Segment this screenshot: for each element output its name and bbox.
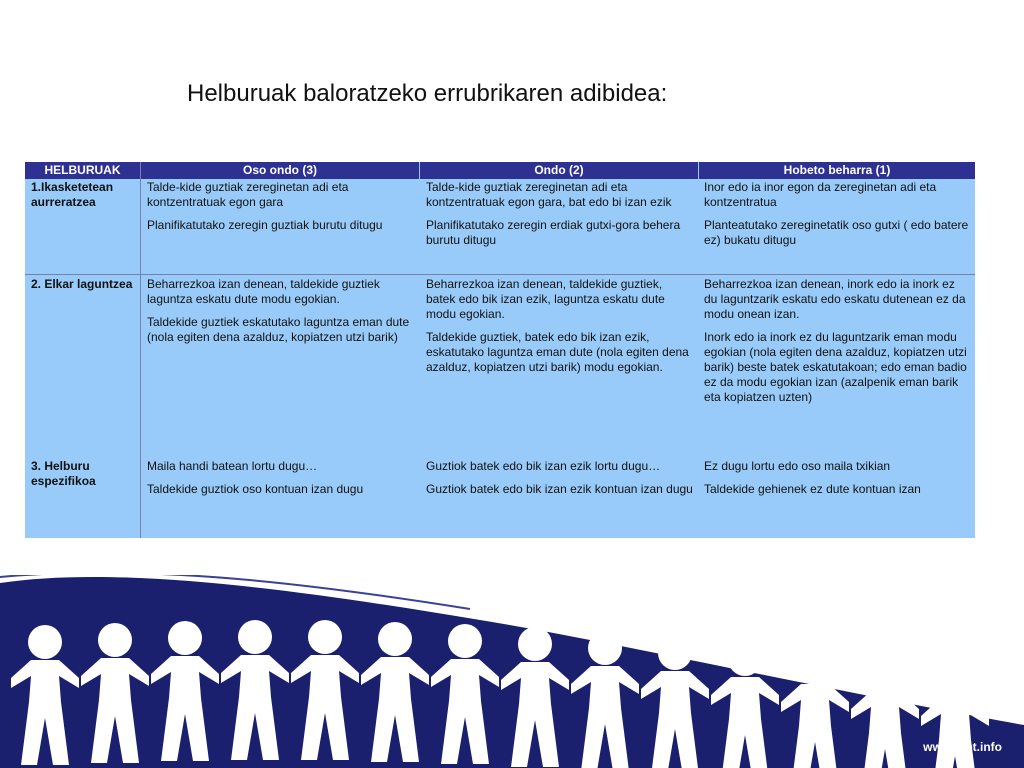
cell-text: Inor edo ia inor egon da zereginetan adi eta kontzentratua [704,180,937,209]
cell-text: Planifikatutako zeregin guztiak burutu ditugu [147,218,383,232]
column-divider [140,162,141,538]
row-label-3: 3. Helburu espezifikoa [31,459,96,488]
cell-text: Taldekide guztiek, batek edo bik izan ezik, eskatutako laguntza eman dute (nola egiten dena azalduz, kopiatzen utzi barik) modu egokian. [426,330,689,374]
cell-text: Taldekide gehienek ez dute kontuan izan [704,482,921,496]
rubric-table [25,162,975,538]
cell-r1-c2 [426,180,694,256]
row-label-1: 1.Ikasketetean aurreratzea [31,180,114,209]
cell-r2-c1 [147,277,415,353]
cell-text: Planteatutako zereginetatik oso gutxi ( edo batere ez) bukatu ditugu [704,218,969,247]
cell-text: Beharrezkoa izan denean, taldekide guztiek, batek edo bik izan ezik, laguntza eskatu dute modu egokian. [426,277,665,321]
cell-r3-c3 [704,459,970,505]
cell-r1-c1 [147,180,415,241]
slide-title: Helburuak baloratzeko errubrikaren adibidea: [187,80,668,107]
header-helburuak: HELBURUAK [25,162,140,179]
header-oso-ondo: Oso ondo (3) [141,162,419,179]
cell-text: Ez dugu lortu edo oso maila txikian [704,459,891,473]
cell-text: Taldekide guztiok oso kontuan izan dugu [147,482,364,496]
cell-text: Inork edo ia inork ez du laguntzarik eman modu egokian (nola egiten dena azalduz, kopiatzen utzi barik) beste batek eskatutakoan; edo eman badio ez da modu egokian izan (azalpenik eman barik eta kopiatzen uzten) [704,330,967,404]
cell-r2-c2 [426,277,694,383]
cell-text: Guztiok batek edo bik izan ezik kontuan izan dugu [426,482,693,496]
cell-text: Taldekide guztiek eskatutako laguntza eman dute (nola egiten dena azalduz, kopiatzen utzi barik) [147,315,410,344]
cell-r3-c2 [426,459,694,505]
cell-text: Guztiok batek edo bik izan ezik lortu dugu… [426,459,661,473]
cell-r2-c3 [704,277,970,413]
cell-text: Beharrezkoa izan denean, inork edo ia inork ez du laguntzarik eskatu edo eskatu dutenean ez da modu onean izan. [704,277,966,321]
header-ondo: Ondo (2) [420,162,698,179]
cell-text: Talde-kide guztiak zereginetan adi eta kontzentratuak egon gara [147,180,349,209]
cell-text: Beharrezkoa izan denean, taldekide guztiek laguntza eskatu dute modu egokian. [147,277,380,306]
cell-text: Talde-kide guztiak zereginetan adi eta kontzentratuak egon gara, bat edo bi izan ezik [426,180,672,209]
cell-text: Planifikatutako zeregin erdiak gutxi-gora behera burutu ditugu [426,218,681,247]
row-label-2: 2. Elkar laguntzea [31,277,133,291]
footer-brand: www.fppt.info [923,740,1002,754]
row-divider [25,274,975,275]
cell-text: Maila handi batean lortu dugu… [147,459,318,473]
cell-r1-c3 [704,180,970,256]
cell-r3-c1 [147,459,415,505]
header-hobeto-beharra: Hobeto beharra (1) [699,162,975,179]
footer-wave [0,575,1024,768]
